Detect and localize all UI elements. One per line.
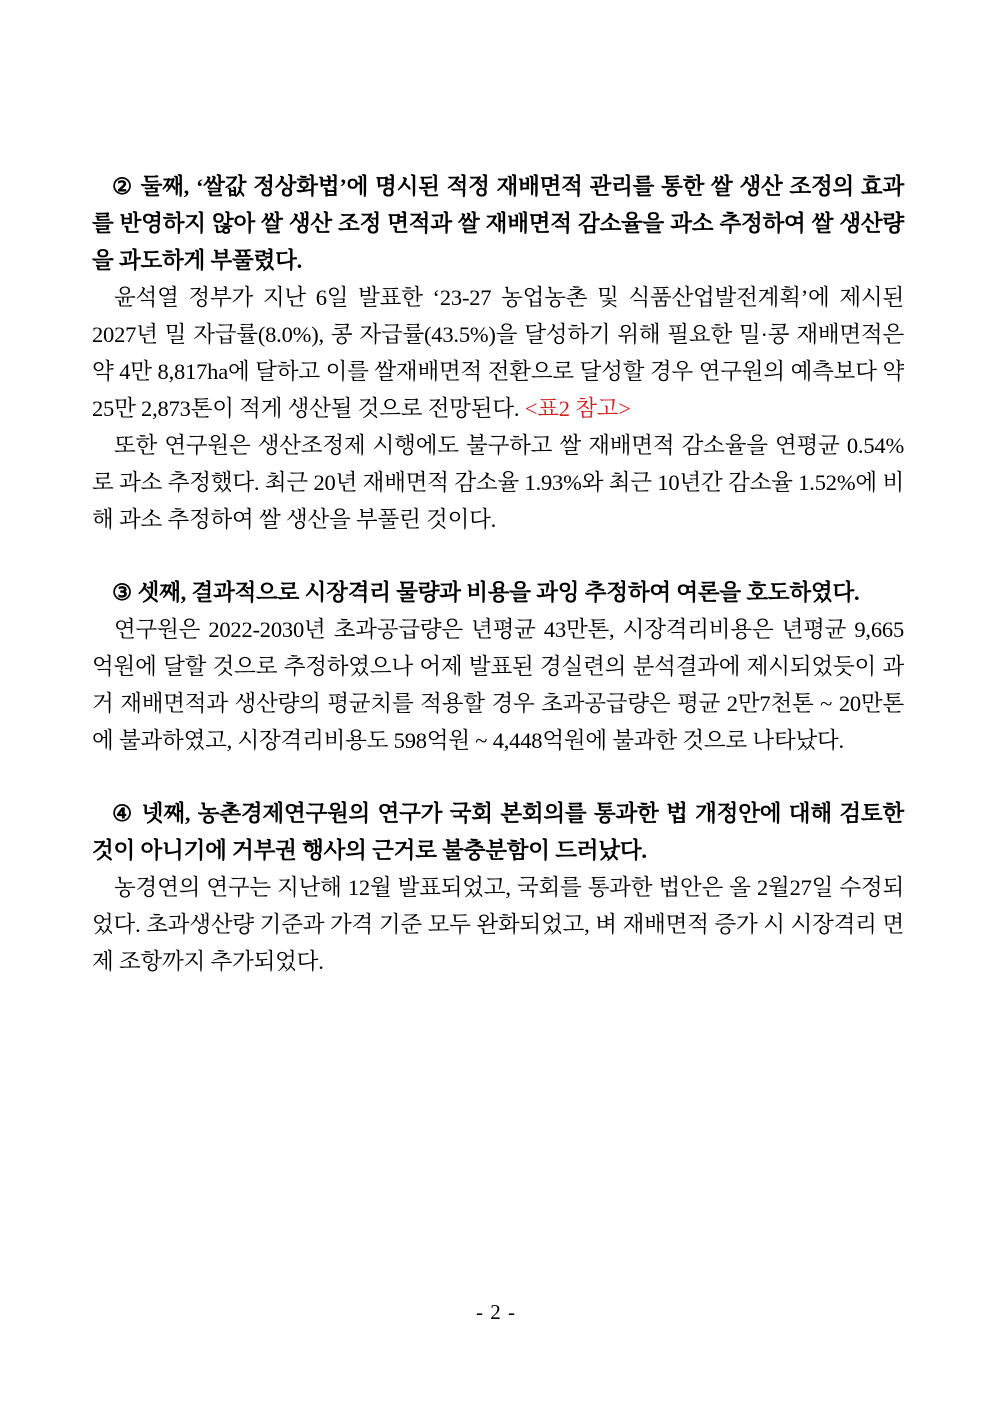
section-marker-2: ②: [112, 174, 134, 199]
paragraph-3-1: [92, 611, 904, 759]
section-gap-2: [92, 759, 904, 795]
section-marker-4: ④: [112, 801, 135, 826]
section-heading-2: [92, 168, 904, 279]
paragraph-4-1: [92, 869, 904, 980]
section-gap-1: [92, 538, 904, 574]
paragraph-3-1-text: 연구원은 2022-2030년 초과공급량은 년평균 43만톤, 시장격리비용은 년평균 9,665억원에 달할 것으로 추정하였으나 어제 발표된 경실련의 분석결과에 제시되었듯이 과거 재배면적과 생산량의 평균치를 적용할 경우 초과공급량은 평균 2만7천톤 ~ 20만톤에 불과하였고, 시장격리비용도 598억원 ~ 4,448억원에 불과한 것으로 나타났다.: [92, 617, 904, 753]
paragraph-4-1-text: 농경연의 연구는 지난해 12월 발표되었고, 국회를 통과한 법안은 올 2월27일 수정되었다. 초과생산량 기준과 가격 기준 모두 완화되었고, 벼 재배면적 증가 시 시장격리 면제 조항까지 추가되었다.: [92, 875, 904, 974]
section-heading-text-4: 넷째, 농촌경제연구원의 연구가 국회 본회의를 통과한 법 개정안에 대해 검토한 것이 아니기에 거부권 행사의 근거로 불충분함이 드러났다.: [92, 801, 904, 863]
paragraph-2-2: [92, 427, 904, 538]
section-heading-text-3: 셋째, 결과적으로 시장격리 물량과 비용을 과잉 추정하여 여론을 호도하였다.: [137, 580, 860, 605]
paragraph-2-2-text: 또한 연구원은 생산조정제 시행에도 불구하고 쌀 재배면적 감소율을 연평균 0.54%로 과소 추정했다. 최근 20년 재배면적 감소율 1.93%와 최근 10년간 감소율 1.52%에 비해 과소 추정하여 쌀 생산을 부풀린 것이다.: [92, 433, 904, 532]
paragraph-2-1-highlight: <표2 참고>: [524, 396, 631, 421]
section-heading-3: [92, 574, 904, 611]
section-marker-3: ③: [112, 580, 133, 605]
section-heading-text-2: 둘째, ‘쌀값 정상화법’에 명시된 적정 재배면적 관리를 통한 쌀 생산 조정의 효과를 반영하지 않아 쌀 생산 조정 면적과 쌀 재배면적 감소율을 과소 추정하여 쌀 생산량을 과도하게 부풀렸다.: [92, 174, 905, 273]
section-heading-4: [92, 795, 904, 869]
paragraph-2-1-text: 윤석열 정부가 지난 6일 발표한 ‘23-27 농업농촌 및 식품산업발전계획’에 제시된 2027년 밀 자급률(8.0%), 콩 자급률(43.5%)을 달성하기 위해 필요한 밀·콩 재배면적은 약 4만 8,817ha에 달하고 이를 쌀재배면적 전환으로 달성할 경우 연구원의 예측보다 약 25만 2,873톤이 적게 생산될 것으로 전망된다.: [92, 285, 904, 421]
document-body: [92, 168, 904, 980]
paragraph-2-1: [92, 279, 904, 427]
page-number: - 2 -: [476, 1300, 516, 1324]
